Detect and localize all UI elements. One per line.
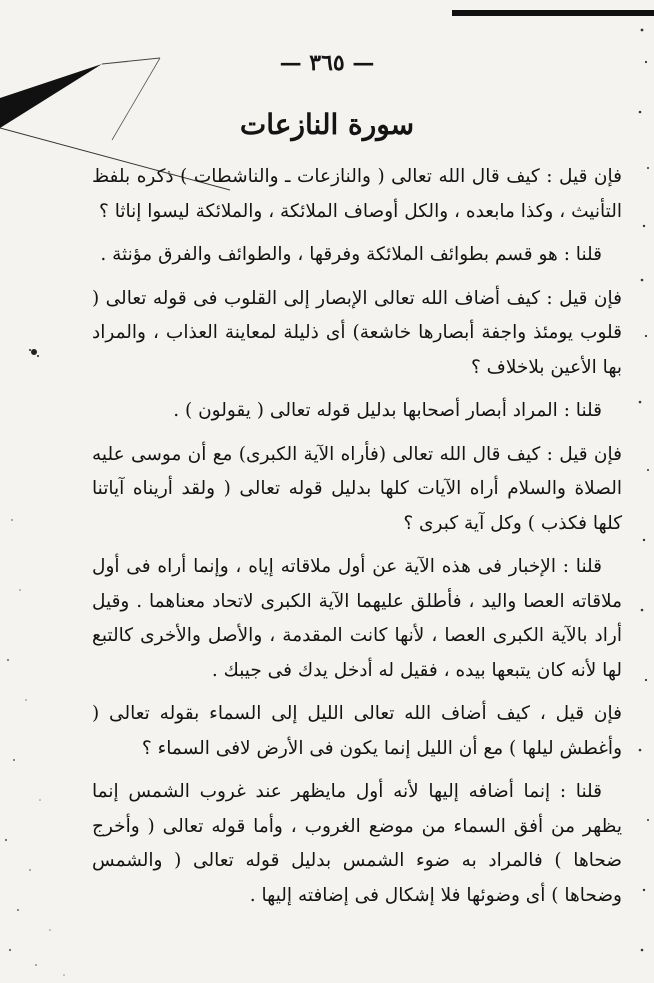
paragraph-text: قلنا : إنما أضافه إليها لأنه أول مايظهر عند غروب الشمس إنما يظهر من أفق السماء من موضع الغروب ، وأما قوله تعالى ( وأخرج ضحاها ) فالمراد به ضوء الشمس بدليل قوله تعالى ( والشمس وضحاها ) أى وضوئها فلا إشكال فى إضافته إليها . [92,781,622,906]
paragraph-text: قلنا : المراد أبصار أصحابها بدليل قوله تعالى ( يقولون ) . [173,400,602,421]
answer-paragraph [92,238,622,273]
answer-paragraph [92,775,622,913]
question-paragraph [92,282,622,386]
paragraph-text: فإن قيل : كيف أضاف الله تعالى الإبصار إلى القلوب فى قوله تعالى ( قلوب يومئذ واجفة أبصارها خاشعة) أى ذليلة لمعاينة العذاب ، والمراد بها الأعين بلاخلاف ؟ [92,287,622,378]
answer-paragraph [92,550,622,688]
question-paragraph [92,438,622,542]
surah-title: سورة النازعات [239,108,415,141]
page-number: — ٣٦٥ — [279,50,375,76]
question-paragraph [92,697,622,766]
paragraph-text: فإن قيل : كيف قال الله تعالى ( والنازعات ـ والناشطات ) ذكره بلفظ التأنيث ، وكذا مابعده ، والكل أوصاف الملائكة ، والملائكة ليسوا إناثا ؟ [92,166,622,222]
scan-speckle-margin [0,0,90,983]
body-text [92,160,622,922]
question-paragraph [92,160,622,229]
paragraph-text: قلنا : هو قسم بطوائف الملائكة وفرقها ، والطوائف والفرق مؤنثة . [100,244,602,265]
answer-paragraph [92,394,622,429]
paragraph-text: فإن قيل ، كيف أضاف الله تعالى الليل إلى السماء بقوله تعالى ( وأغطش ليلها ) مع أن الليل إنما يكون فى الأرض لافى السماء ؟ [92,703,622,759]
scan-edge-dots [624,0,654,983]
paragraph-text: قلنا : الإخبار فى هذه الآية عن أول ملاقاته إياه ، وإنما أراه فى أول ملاقاته العصا واليد ، فأطلق عليهما الآية الكبرى لاتحاد معناهما . وقيل أراد بالآية الكبرى العصا ، لأنها كانت المقدمة ، والأصل والأخرى كالتبع لها لأنه كان يتبعها بيده ، فقيل له أدخل يدك فى جيبك . [92,556,622,681]
paragraph-text: فإن قيل : كيف قال الله تعالى (فأراه الآية الكبرى) مع أن موسى عليه الصلاة والسلام أراه الآيات كلها بدليل قوله تعالى ( ولقد أريناه آياتنا كلها فكذب ) وكل آية كبرى ؟ [92,443,622,534]
